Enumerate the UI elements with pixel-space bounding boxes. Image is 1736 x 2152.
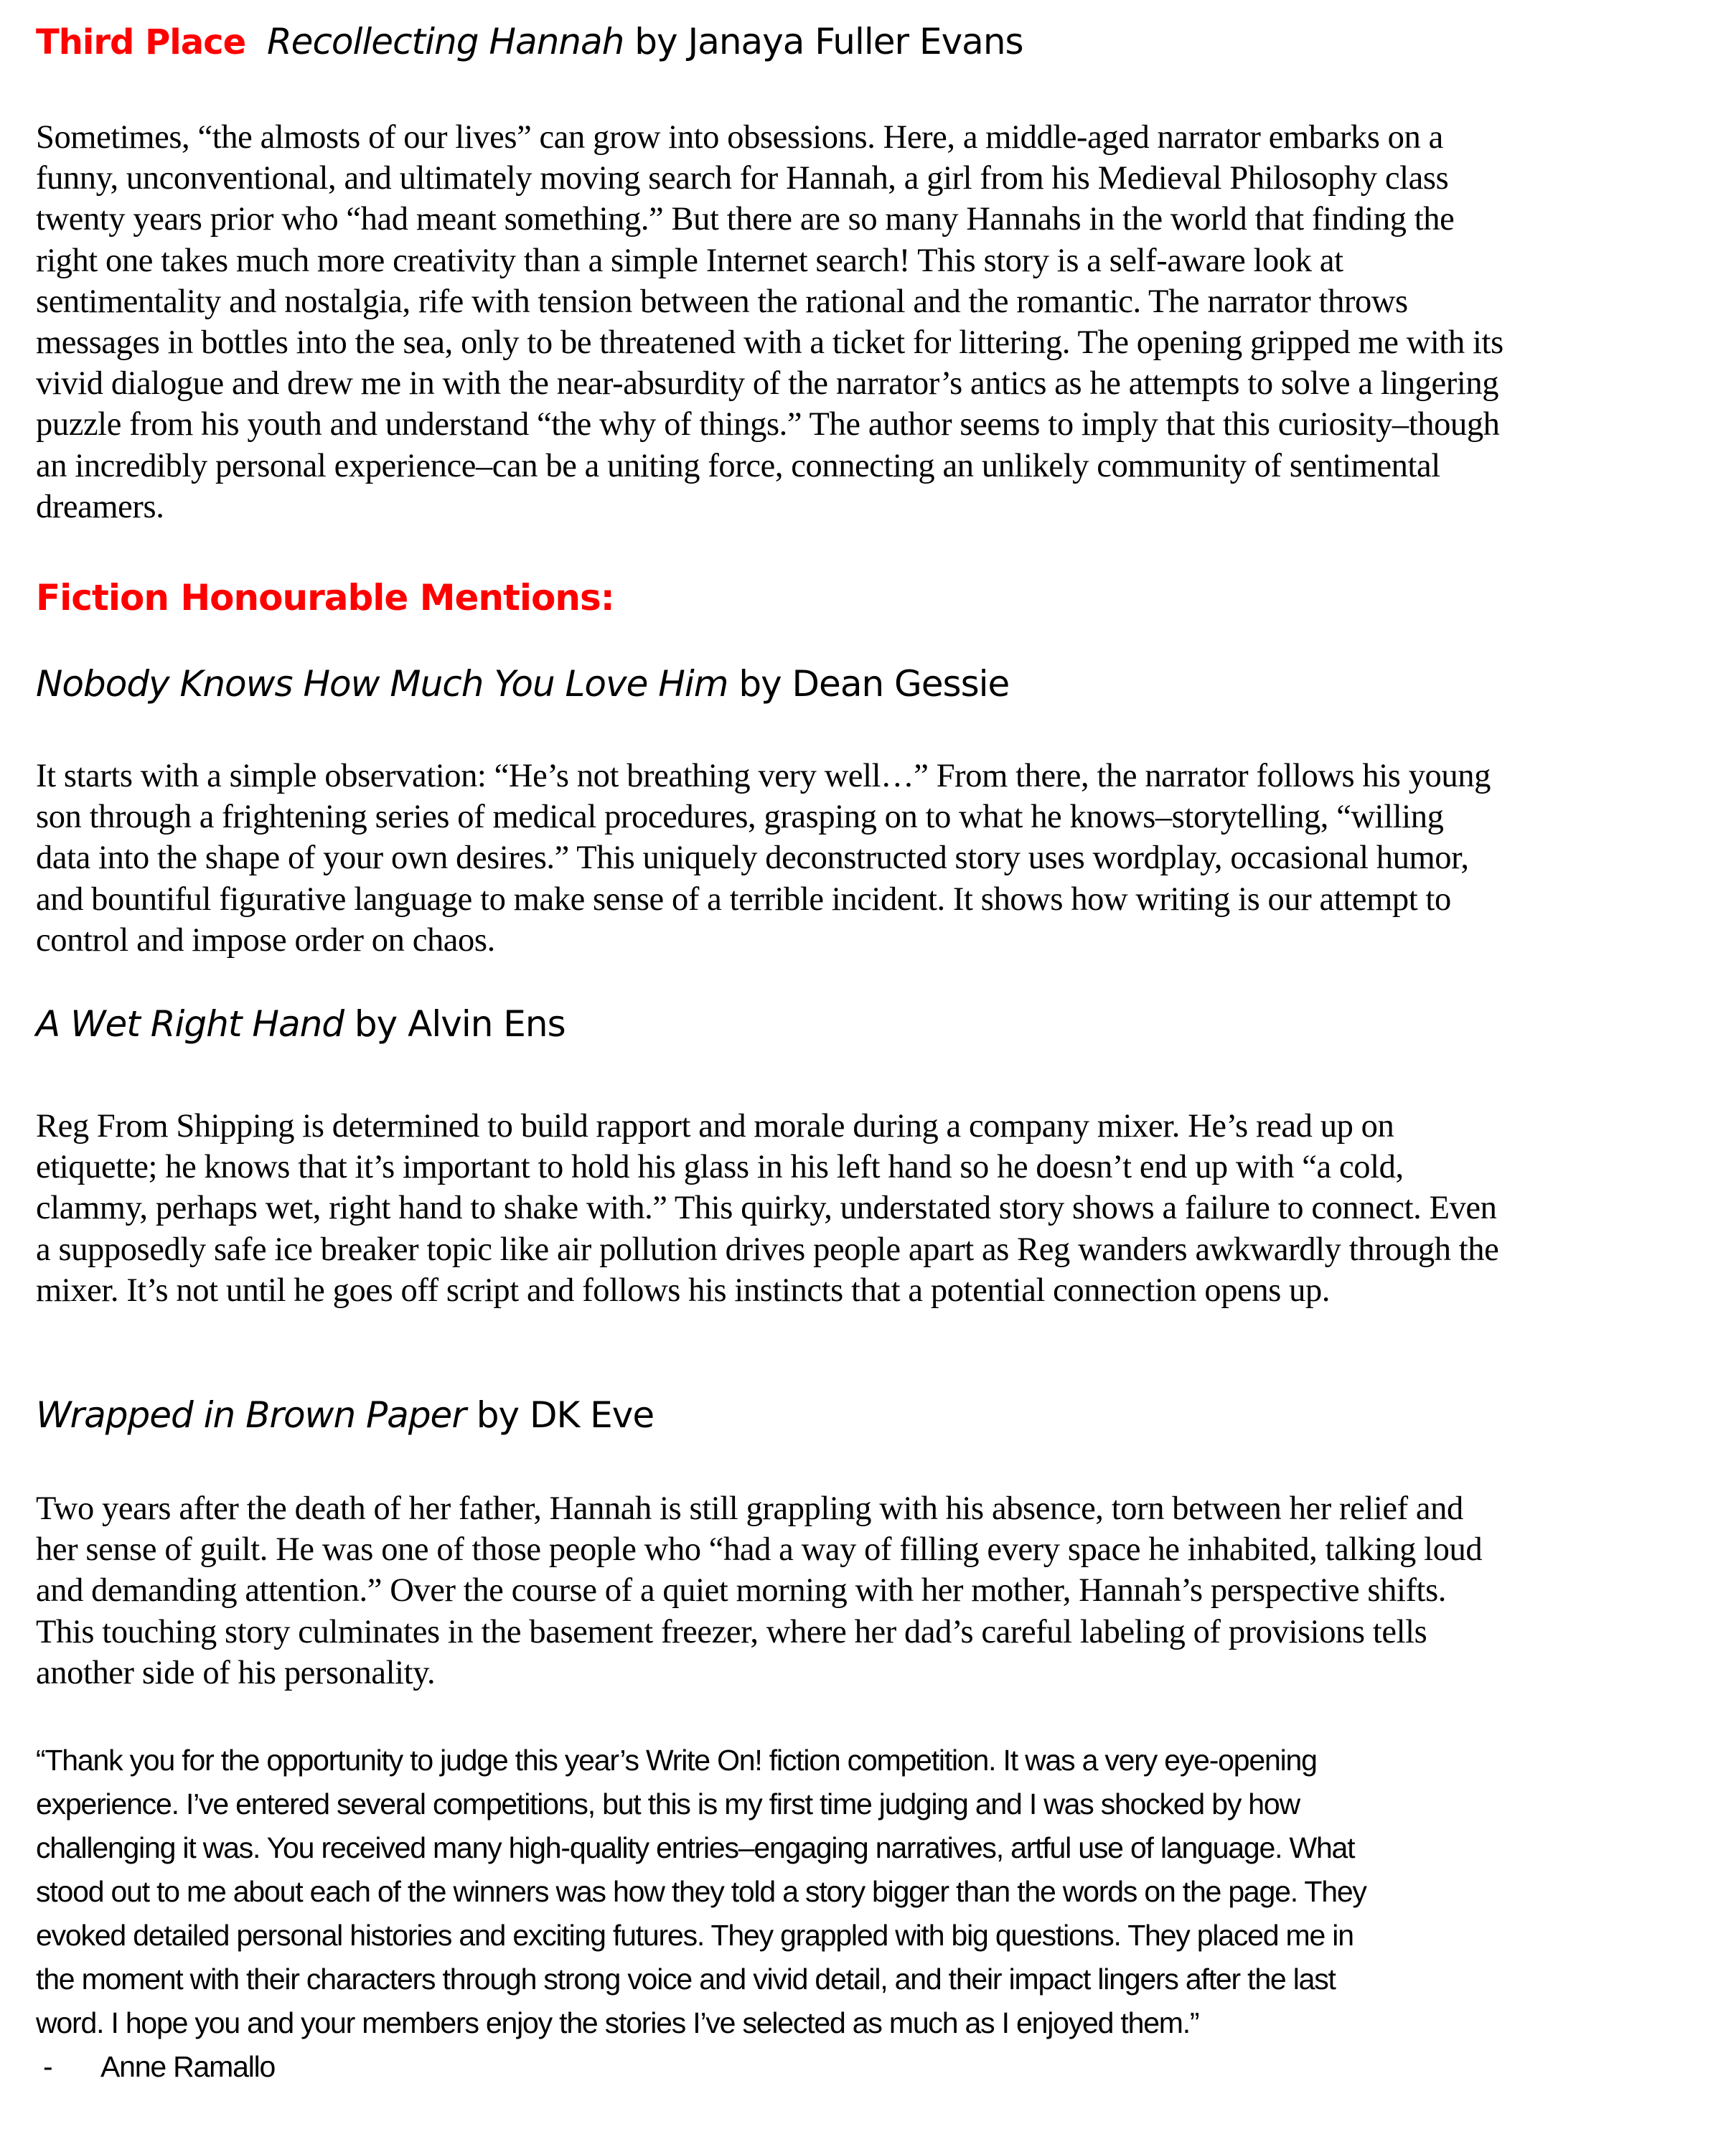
statement-line: “Thank you for the opportunity to judge this year’s Write On! fiction competition. It was a very eye-opening	[36, 1744, 1317, 1777]
story-byline: by Dean Gessie	[728, 663, 1010, 705]
mention-review	[36, 1488, 1708, 1693]
review-line: etiquette; he knows that it’s important to hold his glass in his left hand so he doesn’t end up with “a cold,	[36, 1149, 1404, 1186]
statement-line: stood out to me about each of the winners was how they told a story bigger than the words on the page. They	[36, 1875, 1366, 1908]
third-place-review	[36, 117, 1708, 527]
review-line: Reg From Shipping is determined to build rapport and morale during a company mixer. He’s read up on	[36, 1108, 1394, 1145]
story-title: Nobody Knows How Much You Love Him	[36, 663, 728, 705]
honourable-mentions-heading: Fiction Honourable Mentions:	[36, 577, 614, 619]
story-title: A Wet Right Hand	[36, 1003, 344, 1045]
statement-line: challenging it was. You received many high-quality entries–engaging narratives, artful use of language. What	[36, 1831, 1355, 1864]
review-line: twenty years prior who “had meant something.” But there are so many Hannahs in the world that finding the	[36, 201, 1455, 238]
review-line: Sometimes, “the almosts of our lives” can grow into obsessions. Here, a middle-aged narrator embarks on a	[36, 119, 1443, 156]
mention-review	[36, 756, 1708, 961]
story-byline: by Janaya Fuller Evans	[624, 21, 1023, 62]
review-line: son through a frightening series of medical procedures, grasping on to what he knows–storytelling, “willing	[36, 799, 1444, 836]
review-line: funny, unconventional, and ultimately moving search for Hannah, a girl from his Medieval Philosophy class	[36, 160, 1449, 197]
mention-heading	[36, 1002, 566, 1046]
story-byline: by Alvin Ens	[344, 1003, 566, 1045]
story-title: Wrapped in Brown Paper	[36, 1394, 466, 1436]
review-line: and demanding attention.” Over the course of a quiet morning with her mother, Hannah’s perspective shifts.	[36, 1572, 1447, 1610]
review-line: It starts with a simple observation: “He’s not breathing very well…” From there, the narrator follows his young	[36, 758, 1491, 794]
review-line: right one takes much more creativity than a simple Internet search! This story is a self-aware look at	[36, 242, 1343, 279]
signature-dash: -	[43, 2050, 52, 2083]
review-line: her sense of guilt. He was one of those people who “had a way of filling every space he inhabited, talking loud	[36, 1531, 1483, 1569]
award-label: Third Place	[36, 22, 246, 62]
review-line: a supposedly safe ice breaker topic like air pollution drives people apart as Reg wanders awkwardly through the	[36, 1231, 1499, 1268]
statement-line: word. I hope you and your members enjoy the stories I’ve selected as much as I enjoyed them.”	[36, 2006, 1199, 2039]
review-line: Two years after the death of her father, Hannah is still grappling with his absence, torn between her relief and	[36, 1490, 1463, 1527]
statement-line: experience. I’ve entered several competitions, but this is my first time judging and I was shocked by how	[36, 1787, 1300, 1820]
review-line: vivid dialogue and drew me in with the near-absurdity of the narrator’s antics as he attempts to solve a lingering	[36, 365, 1499, 403]
review-line: an incredibly personal experience–can be a uniting force, connecting an unlikely community of sentimental	[36, 447, 1440, 484]
review-line: messages in bottles into the sea, only to be threatened with a ticket for littering. The opening gripped me with its	[36, 324, 1503, 362]
review-line: clammy, perhaps wet, right hand to shake with.” This quirky, understated story shows a failure to connect. Even	[36, 1190, 1497, 1227]
review-line: dreamers.	[36, 488, 164, 525]
review-line: mixer. It’s not until he goes off script and follows his instincts that a potential connection opens up.	[36, 1272, 1331, 1309]
judge-name: Anne Ramallo	[100, 2050, 276, 2083]
review-line: puzzle from his youth and understand “the why of things.” The author seems to imply that this curiosity–though	[36, 406, 1500, 443]
review-line: and bountiful figurative language to make sense of a terrible incident. It shows how writing is our attempt to	[36, 880, 1451, 918]
statement-line: the moment with their characters through strong voice and vivid detail, and their impact lingers after the last	[36, 1963, 1336, 1996]
review-line: sentimentality and nostalgia, rife with tension between the rational and the romantic. The narrator throws	[36, 283, 1408, 320]
review-line: control and impose order on chaos.	[36, 921, 495, 959]
review-line: data into the shape of your own desires.” This uniquely deconstructed story uses wordplay, occasional humor,	[36, 840, 1469, 877]
story-title: Recollecting Hannah	[266, 21, 624, 62]
judge-signature	[43, 2045, 275, 2089]
judge-statement	[36, 1739, 1708, 2045]
review-line: This touching story culminates in the basement freezer, where her dad’s careful labeling of provisions tells	[36, 1613, 1427, 1650]
mention-heading	[36, 662, 1009, 705]
story-byline: by DK Eve	[465, 1394, 654, 1436]
mention-review	[36, 1106, 1708, 1311]
statement-line: evoked detailed personal histories and exciting futures. They grappled with big questions. They placed me in	[36, 1919, 1353, 1952]
third-place-heading	[36, 20, 1023, 64]
mention-heading	[36, 1394, 654, 1437]
review-line: another side of his personality.	[36, 1654, 436, 1691]
